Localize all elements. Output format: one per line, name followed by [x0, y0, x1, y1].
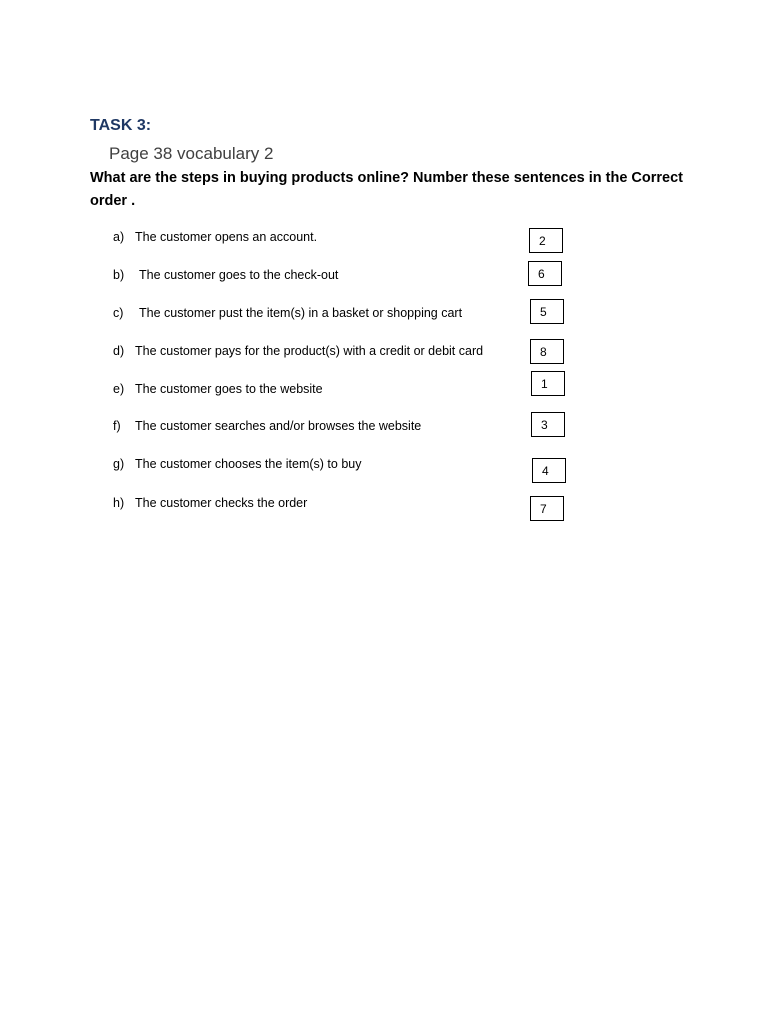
item-letter-d: d) [113, 344, 125, 358]
item-letter-f: f) [113, 419, 121, 433]
item-text-a: The customer opens an account. [135, 230, 318, 244]
item-text-g: The customer chooses the item(s) to buy [135, 457, 362, 471]
item-letter-h: h) [113, 496, 125, 510]
item-letter-c: c) [113, 306, 124, 320]
task-instructions: What are the steps in buying products online? Number these sentences in the Correct order . [90, 170, 683, 209]
answer-box-a[interactable]: 2 [529, 228, 563, 253]
item-text-d: The customer pays for the product(s) with a credit or debit card [135, 344, 484, 358]
answer-box-d[interactable]: 8 [530, 339, 564, 364]
answer-box-f[interactable]: 3 [531, 412, 565, 437]
item-text-e: The customer goes to the website [135, 382, 323, 396]
answer-box-h[interactable]: 7 [530, 496, 564, 521]
item-text-b: The customer goes to the check-out [139, 268, 339, 282]
answer-box-e[interactable]: 1 [531, 371, 565, 396]
item-letter-b: b) [113, 268, 125, 282]
item-letter-e: e) [113, 382, 125, 396]
item-letter-a: a) [113, 230, 125, 244]
item-letter-g: g) [113, 457, 125, 471]
task-title: TASK 3: [90, 117, 152, 134]
answer-box-c[interactable]: 5 [530, 299, 564, 324]
item-text-f: The customer searches and/or browses the website [135, 419, 422, 433]
answer-box-b[interactable]: 6 [528, 261, 562, 286]
answer-box-g[interactable]: 4 [532, 458, 566, 483]
item-text-c: The customer pust the item(s) in a basket or shopping cart [139, 306, 463, 320]
item-text-h: The customer checks the order [135, 496, 308, 510]
task-subtitle: Page 38 vocabulary 2 [109, 144, 274, 163]
